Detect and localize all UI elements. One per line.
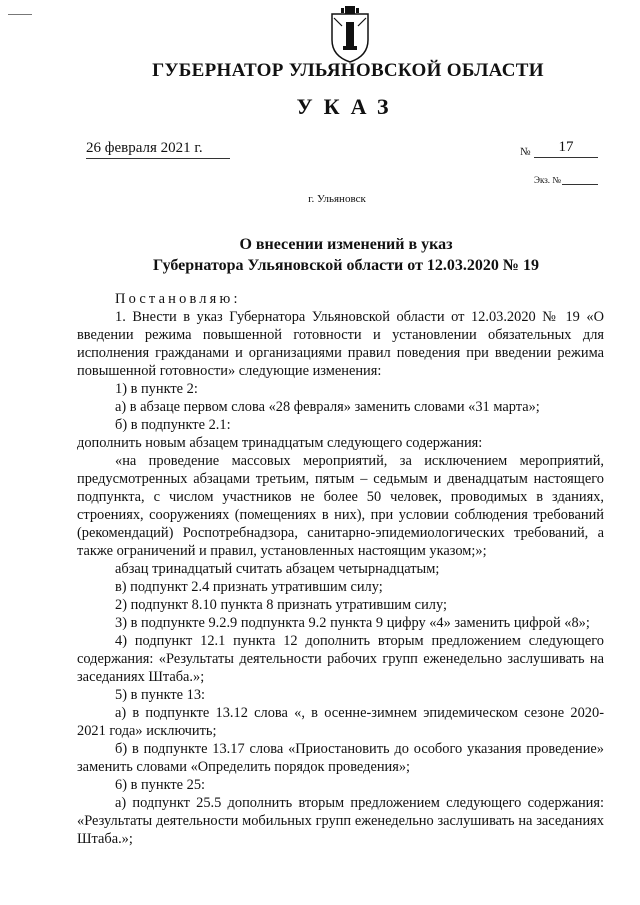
paragraph: абзац тринадцатый считать абзацем четырнадцатым; <box>115 561 440 577</box>
paragraph: 1. Внести в указ Губернатора Ульяновской области от 12.03.2020 № 19 «О введении режима повышенной готовности и установлении обязательных для исполнения гражданами и организациями правил поведения при введении режима повышенной готовности» следующие изменения: <box>77 309 604 379</box>
paragraph: 4) подпункт 12.1 пункта 12 дополнить вторым предложением следующего содержания: «Результаты деятельности рабочих групп еженедельно заслушивать на заседаниях Штаба.»; <box>77 633 604 685</box>
paragraph: а) в подпункте 13.12 слова «, в осенне-зимнем эпидемическом сезоне 2020-2021 года» исключить; <box>77 705 604 739</box>
paragraph: «на проведение массовых мероприятий, за исключением мероприятий, предусмотренных абзацами третьим, пятым – седьмым и двенадцатым настоящего подпункта, с числом участников не более 50 человек, проводимых в зданиях, строениях, сооружениях (помещениях в них), при условии соблюдения требований (рекомендаций) Роспотребнадзора, санитарно-эпидемиологических требований, а также ограничений и правил, установленных настоящим указом;»; <box>77 453 604 559</box>
preamble: Постановляю: <box>115 291 241 307</box>
paragraph: дополнить новым абзацем тринадцатым следующего содержания: <box>77 435 483 451</box>
decree-date: 26 февраля 2021 г. <box>86 140 230 159</box>
paragraph: 3) в подпункте 9.2.9 подпункта 9.2 пункта 9 цифру «4» заменить цифрой «8»; <box>115 615 590 631</box>
paragraph: 5) в пункте 13: <box>115 687 206 703</box>
paragraph: а) подпункт 25.5 дополнить вторым предложением следующего содержания: «Результаты деятельности мобильных групп еженедельно заслушивать на заседаниях Штаба.»; <box>77 795 604 847</box>
title-line-1: О внесении изменений в указ <box>239 236 453 253</box>
document-type: УКАЗ <box>296 94 400 119</box>
scan-corner-mark <box>8 14 32 15</box>
paragraph: 6) в пункте 25: <box>115 777 206 793</box>
paragraph: 2) подпункт 8.10 пункта 8 признать утратившим силу; <box>115 597 447 613</box>
decree-number: 17 <box>534 139 598 158</box>
issuer-heading: ГУБЕРНАТОР УЛЬЯНОВСКОЙ ОБЛАСТИ <box>152 60 544 81</box>
coat-of-arms-emblem <box>328 4 372 64</box>
paragraph: б) в подпункте 2.1: <box>115 417 231 433</box>
number-label: № <box>520 146 531 158</box>
title-line-2: Губернатора Ульяновской области от 12.03.2020 № 19 <box>153 257 539 274</box>
decree-body <box>77 290 604 848</box>
paragraph: а) в абзаце первом слова «28 февраля» заменить словами «31 марта»; <box>115 399 540 415</box>
city-name: г. Ульяновск <box>308 193 366 205</box>
copy-number-blank <box>562 184 598 185</box>
paragraph: б) в подпункте 13.17 слова «Приостановить до особого указания проведение» заменить словами «Определить порядок проведения»; <box>77 741 604 775</box>
copy-number-label: Экз. № <box>534 175 561 185</box>
paragraph: 1) в пункте 2: <box>115 381 198 397</box>
decree-title <box>0 234 640 276</box>
paragraph: в) подпункт 2.4 признать утратившим силу; <box>115 579 383 595</box>
